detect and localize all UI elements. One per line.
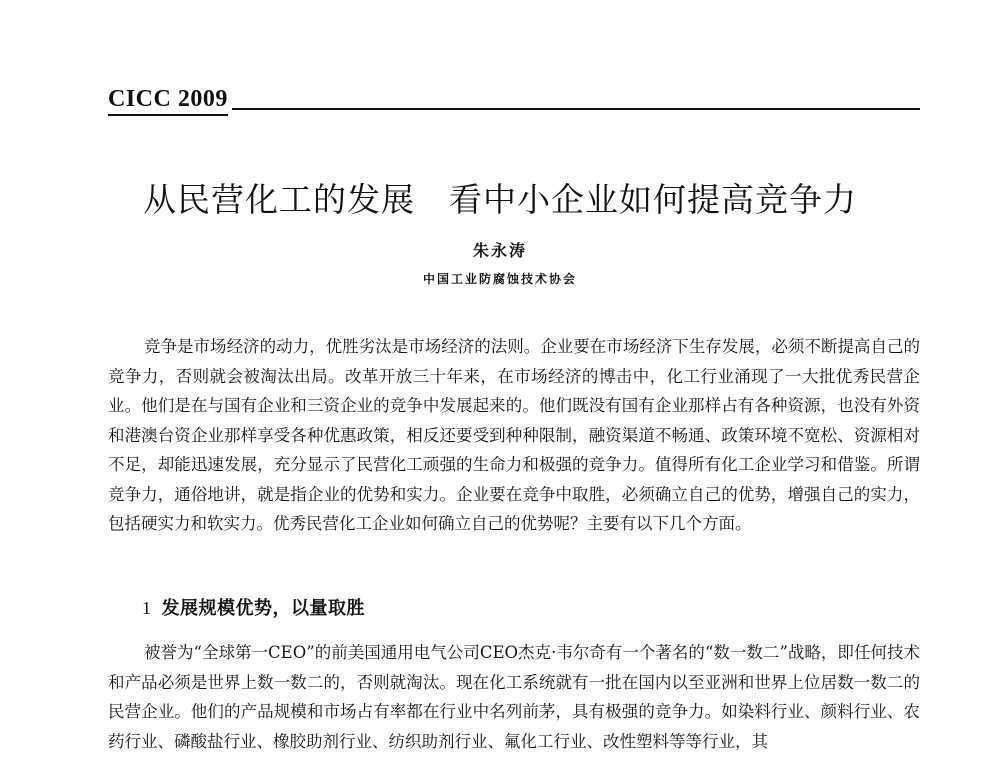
section-heading xyxy=(142,594,365,620)
body-paragraph xyxy=(108,332,920,539)
article-title: 从民营化工的发展 看中小企业如何提高竞争力 xyxy=(143,180,857,219)
author-affiliation: 中国工业防腐蚀技术协会 xyxy=(422,272,577,286)
body-paragraph xyxy=(108,638,920,756)
paragraph-text: 竞争是市场经济的动力，优胜劣汰是市场经济的法则。企业要在市场经济下生存发展，必须不断提高自己的竞争力，否则就会被淘汰出局。改革开放三十年来，在市场经济的博击中，化工行业涌现了一大批优秀民营企业。他们是在与国有企业和三资企业的竞争中发展起来的。他们既没有国有企业那样占有各种资源，也没有外资和港澳台资企业那样享受各种优惠政策，相反还要受到种种限制，融资渠道不畅通、政策环境不宽松、资源相对不足，却能迅速发展，充分显示了民营化工顽强的生命力和极强的竞争力。值得所有化工企业学习和借鉴。所谓竞争力，通俗地讲，就是指企业的优势和实力。企业要在竞争中取胜，必须确立自己的优势，增强自己的实力，包括硬实力和软实力。优秀民营化工企业如何确立自己的优势呢？主要有以下几个方面。 xyxy=(108,337,920,533)
article-author: 朱永涛 xyxy=(472,241,527,260)
section-title: 发展规模优势，以量取胜 xyxy=(161,598,365,619)
paragraph-text: 被誉为“全球第一CEO”的前美国通用电气公司CEO杰克·韦尔奇有一个著名的“数一数二”战略，即任何技术和产品必须是世界上数一数二的，否则就淘汰。现在化工系统就有一批在国内以至亚洲和世界上位居数一数二的民营企业。他们的产品规模和市场占有率都在行业中名列前茅，具有极强的竞争力。如染料行业、颜料行业、农药行业、磷酸盐行业、橡胶助剂行业、纺织助剂行业、氟化工行业、改性塑料等等行业，其 xyxy=(108,643,920,751)
header-underline xyxy=(108,114,228,116)
header-rule xyxy=(232,108,920,110)
section-number: 1 xyxy=(142,598,152,618)
running-header: CICC 2009 xyxy=(108,86,228,112)
